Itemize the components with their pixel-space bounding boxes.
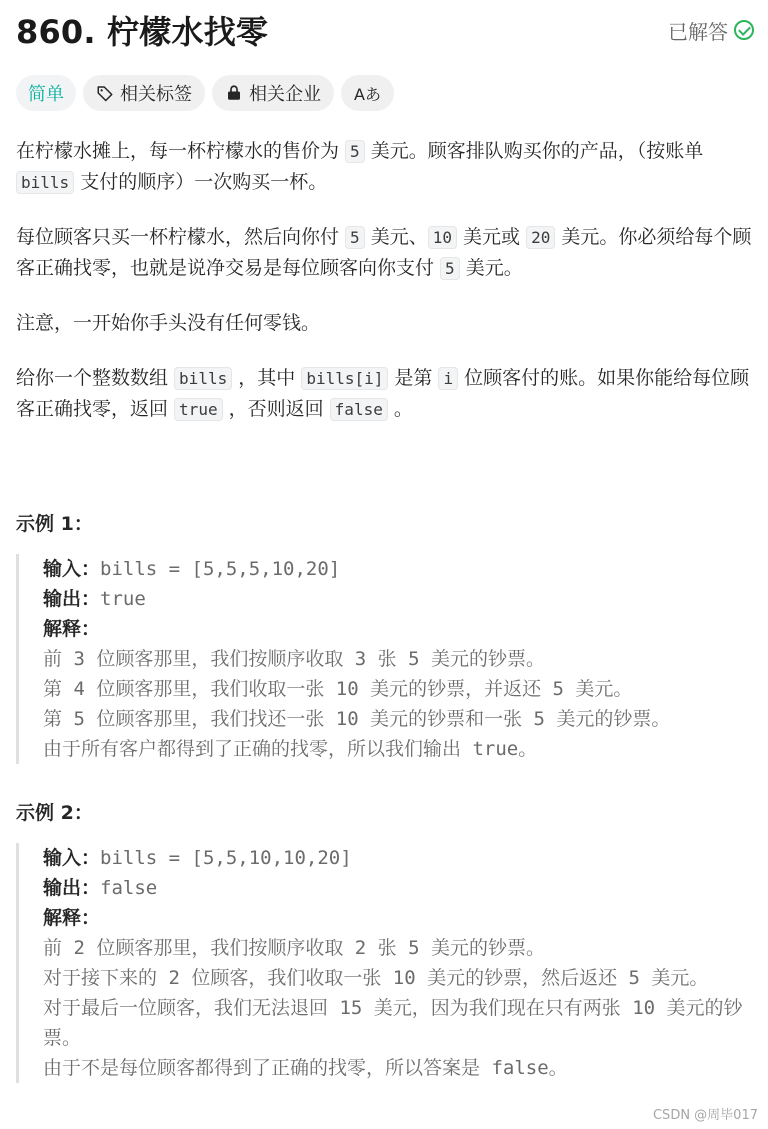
inline-code: bills (16, 171, 74, 194)
explain-line: 第 5 位顾客那里，我们找还一张 10 美元的钞票和一张 5 美元的钞票。 (43, 708, 671, 730)
solved-label: 已解答 (668, 19, 728, 44)
inline-code: 10 (428, 226, 457, 249)
example-1-input: bills = [5,5,5,10,20] (100, 558, 341, 580)
explain-line: 前 2 位顾客那里，我们按顺序收取 2 张 5 美元的钞票。 (43, 937, 545, 959)
explain-line: 对于接下来的 2 位顾客，我们收取一张 10 美元的钞票，然后返还 5 美元。 (43, 967, 709, 989)
inline-code: 5 (440, 257, 460, 280)
description-paragraph-2: 每位顾客只买一杯柠檬水，然后向你付 5 美元、 10 美元或 20 美元。你必须给每个顾客正确找零，也就是说净交易是每位顾客向你支付 5 美元。 (16, 226, 752, 279)
inline-code: bills (174, 367, 232, 390)
check-circle-icon (734, 20, 754, 40)
explain-line: 由于所有客户都得到了正确的找零，所以我们输出 true。 (43, 738, 538, 760)
output-label: 输出： (43, 588, 101, 610)
example-2-block (16, 843, 756, 1083)
related-companies-label: 相关企业 (249, 84, 321, 105)
explain-line: 前 3 位顾客那里，我们按顺序收取 3 张 5 美元的钞票。 (43, 648, 545, 670)
problem-description (16, 136, 752, 449)
inline-code: bills[i] (301, 367, 388, 390)
problem-title: 860. 柠檬水找零 (16, 13, 269, 51)
difficulty-badge: 简单 (16, 75, 76, 111)
watermark: CSDN @周毕017 (652, 1108, 758, 1123)
font-toggle-button[interactable] (341, 75, 394, 111)
related-companies-button[interactable] (212, 75, 334, 111)
output-label: 输出： (43, 877, 101, 899)
example-2-input: bills = [5,5,10,10,20] (100, 847, 352, 869)
inline-code: i (438, 367, 458, 390)
example-1-title: 示例 1： (16, 513, 93, 535)
description-paragraph-3: 注意，一开始你手头没有任何零钱。 (16, 312, 321, 334)
problem-header (16, 6, 754, 54)
inline-code: true (174, 398, 223, 421)
explain-label: 解释： (43, 907, 101, 929)
inline-code: 5 (345, 226, 365, 249)
solved-status (668, 16, 754, 45)
description-paragraph-4: 给你一个整数数组 bills ，其中 bills[i] 是第 i 位顾客付的账。如果你能给每位顾客正确找零，返回 true ，否则返回 false 。 (16, 367, 750, 420)
input-label: 输入： (43, 847, 101, 869)
explain-line: 对于最后一位顾客，我们无法退回 15 美元，因为我们现在只有两张 10 美元的钞票。 (43, 997, 743, 1049)
tag-bar (16, 75, 394, 111)
inline-code: 5 (345, 140, 365, 163)
example-1 (16, 509, 756, 764)
inline-code: false (330, 398, 388, 421)
example-2 (16, 798, 756, 1083)
explain-line: 由于不是每位顾客都得到了正确的找零，所以答案是 false。 (43, 1057, 568, 1079)
inline-code: 20 (526, 226, 555, 249)
related-tags-label: 相关标签 (120, 84, 192, 105)
example-1-block (16, 554, 756, 764)
related-tags-button[interactable] (83, 75, 205, 111)
description-paragraph-1: 在柠檬水摊上，每一杯柠檬水的售价为 5 美元。顾客排队购买你的产品，（按账单 bills 支付的顺序）一次购买一杯。 (16, 140, 704, 193)
input-label: 输入： (43, 558, 101, 580)
translate-icon: Aあ (354, 84, 381, 104)
explain-label: 解释： (43, 618, 101, 640)
example-1-output: true (100, 588, 146, 610)
example-2-output: false (100, 877, 158, 899)
tag-icon (96, 84, 114, 102)
example-2-title: 示例 2： (16, 802, 93, 824)
lock-icon (225, 84, 243, 102)
explain-line: 第 4 位顾客那里，我们收取一张 10 美元的钞票，并返还 5 美元。 (43, 678, 633, 700)
